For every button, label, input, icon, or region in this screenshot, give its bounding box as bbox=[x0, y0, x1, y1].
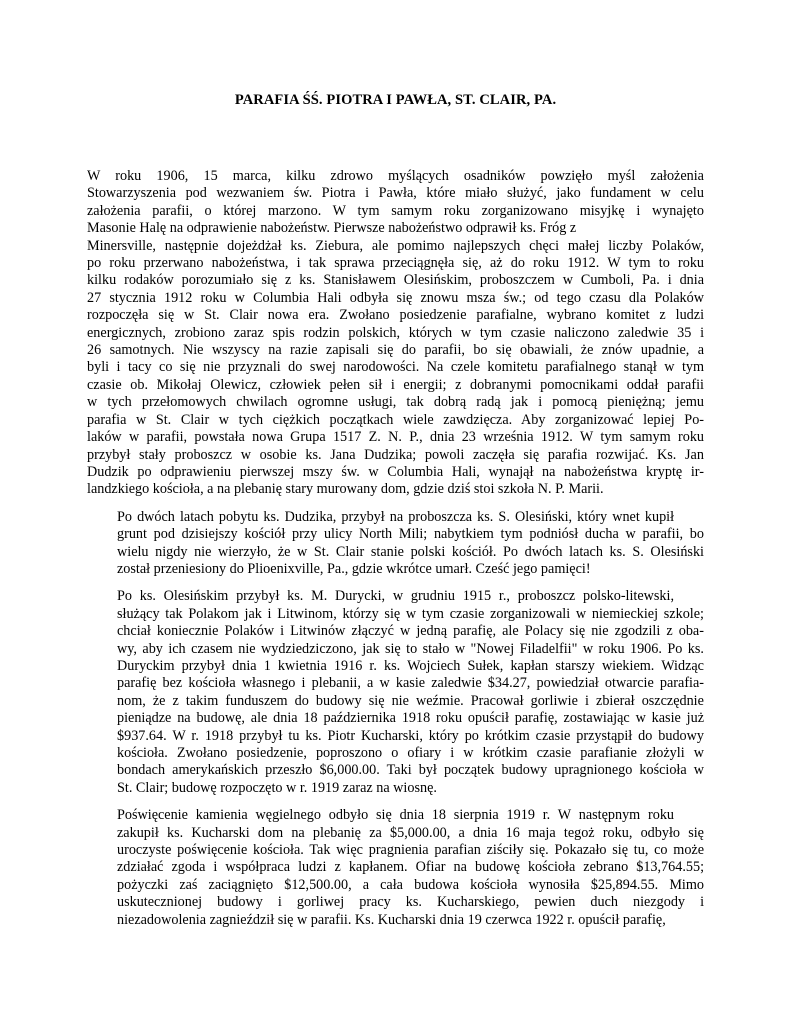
text-line: Duryckim przybył dnia 1 kwietnia 1916 r. ks. Wojciech Sułek, kapłan starszy wiekiem. Widząc bbox=[117, 657, 704, 674]
paragraph bbox=[87, 807, 704, 929]
text-line: Masonie Halę na odprawienie nabożeństw. Pierwsze nabożeństwo odprawił ks. Fróg z bbox=[87, 220, 577, 237]
text-line: chciał koniecznie Polaków i Litwinów złączyć w jedną parafię, ale Polacy się nie zgodzili z oba- bbox=[117, 623, 704, 640]
text-line: kościoła. Zwołano posiedzenie, poproszono o ofiary i w krótkim czasie parafianie złożyli w bbox=[117, 745, 704, 761]
text-line: założenia parafii, o której marzono. W tym samym roku zorganizowano misyjkę i wynajęto bbox=[87, 202, 704, 219]
text-line: po roku przerwano nabożeństwa, i tak sprawa przeciągnęła się, aż do roku 1912. W tym to roku bbox=[87, 255, 705, 272]
text-line: uskutecznionej budowy i gorliwej pracy ks. Kucharskiego, pewien duch niezgody i bbox=[117, 894, 705, 911]
text-line: służący tak Polakom jak i Litwinom, którzy się w tym czasie zorganizowali w niemieckiej szkole; bbox=[117, 605, 704, 622]
text-line: uroczyste poświęcenie kościoła. Tak więc pragnienia parafian ziściły się. Pokazało się tu, co może bbox=[117, 842, 705, 859]
text-line: w tych przełomowych chwilach ogromne usługi, tak dobrą radą jak i pomocą pieniężną; jemu bbox=[87, 394, 705, 411]
text-line: $937.64. W r. 1918 przybył tu ks. Piotr Kucharski, który po krótkim czasie przystąpił do budowy bbox=[117, 727, 704, 744]
text-line: Po ks. Olesińskim przybył ks. M. Durycki, w grudniu 1915 r., proboszcz polsko-litewski, bbox=[117, 588, 675, 605]
text-line: grunt pod dzisiejszy kościół przy ulicy North Mili; nabytkiem tym podniósł ducha w parafii, bo bbox=[117, 526, 704, 543]
page-title: PARAFIA ŚŚ. PIOTRA I PAWŁA, ST. CLAIR, PA. bbox=[234, 92, 557, 108]
text-line: wielu nigdy nie wierzyło, że w St. Clair stanie polski kościół. Po dwóch latach ks. S. Olesiński bbox=[117, 543, 704, 560]
text-line: zakupił ks. Kucharski dom na plebanię za $5,000.00, a dnia 16 maja tegoż roku, odbyło się bbox=[117, 824, 704, 841]
text-line: energicznych, zrobiono zaraz spis rodzin polskich, których w tym czasie naliczono zaledwie 35 i bbox=[87, 324, 705, 341]
text-line: zdziałać zgoda i współpraca ludzi z kapłanem. Ofiar na budowę kościoła zebrano $13,764.55; bbox=[117, 859, 705, 876]
text-line: W roku 1906, 15 marca, kilku zdrowo myślących osadników powzięło myśl założenia bbox=[87, 168, 704, 184]
text-line: został przeniesiony do Plioenixville, Pa., gdzie wkrótce umarł. Cześć jego pamięci! bbox=[117, 560, 591, 577]
text-line: Poświęcenie kamienia węgielnego odbyło się dnia 18 sierpnia 1919 r. W następnym roku bbox=[117, 807, 675, 824]
text-line: byli i tacy co się nie przyznali do swej narodowości. Na czele komitetu parafialnego stanął w tym bbox=[87, 359, 705, 376]
text-line: landzkiego kościoła, a na plebanię stary murowany dom, gdzie dziś stoi szkoła N. P. Marii. bbox=[87, 481, 604, 498]
text-line: bondach amerykańskich przeszło $6,000.00. Taki był początek budowy upragnionego kościoła w bbox=[117, 762, 705, 779]
text-line: Minersville, następnie dojeżdżał ks. Ziebura, ale pomimo najlepszych chęci małej liczby Polaków, bbox=[87, 237, 704, 254]
text-line: rozpoczęła się w St. Clair nowa era. Zwołano posiedzenie parafialne, wybrano komitet z ludzi bbox=[87, 307, 705, 324]
paragraph bbox=[87, 168, 704, 499]
text-line: 27 stycznia 1912 roku w Columbia Hali odbyła się znowu msza św.; od tego czasu dla Polaków bbox=[87, 289, 704, 306]
document-body bbox=[87, 168, 704, 939]
paragraph bbox=[87, 588, 704, 797]
text-line: Dudzik po odprawieniu pierwszej mszy św. w Columbia Hali, wynajął na nabożeństwa kryptę ir- bbox=[87, 463, 704, 480]
text-line: nom, że z takim funduszem do budowy się nie weźmie. Pracował gorliwie i zbierał oszczędnie bbox=[117, 692, 704, 709]
text-line: kilku rodaków porozumiało się z ks. Stanisławem Olesińskim, proboszczem w Cumboli, Pa. i dnia bbox=[87, 272, 704, 289]
text-line: Po dwóch latach pobytu ks. Dudzika, przybył na proboszcza ks. S. Olesiński, który wnet kupił bbox=[117, 508, 675, 525]
text-line: parafię bez kościoła własnego i plebanii, a w kasie zaledwie $34.27, powiedział otwarcie parafia- bbox=[117, 675, 705, 692]
text-line: czasie ob. Mikołaj Olewicz, człowiek pełen sił i energii; z dobranymi pomocnikami oddał parafii bbox=[87, 376, 704, 393]
text-line: wy, aby ich czasem nie wydziedziczono, jak się to stało w "Nowej Filadelfii" w roku 1906. Po ks. bbox=[117, 640, 704, 657]
text-line: Stowarzyszenia pod wezwaniem św. Piotra i Pawła, które miało służyć, jako fundament w celu bbox=[87, 185, 704, 202]
text-line: pożyczki zaś zaciągnięto $12,500.00, a cała budowa kościoła wynosiła $25,894.55. Mimo bbox=[117, 876, 705, 893]
text-line: 26 samotnych. Nie wszyscy na razie zapisali się do parafii, bo się obawiali, że znów upadnie, a bbox=[87, 342, 705, 359]
paragraph bbox=[87, 509, 704, 579]
text-line: St. Clair; budowę rozpoczęto w r. 1919 zaraz na wiosnę. bbox=[117, 779, 437, 796]
text-line: parafia w St. Clair w tych ciężkich początkach wiele zawdzięcza. Aby zorganizować lepiej Po- bbox=[87, 411, 705, 428]
text-line: laków w parafii, powstała nowa Grupa 1517 Z. N. P., dnia 23 września 1912. W tym samym roku bbox=[87, 429, 705, 446]
text-line: niezadowolenia zagnieździł się w parafii. Ks. Kucharski dnia 19 czerwca 1922 r. opuścił parafię, bbox=[117, 911, 666, 928]
text-line: pieniądze na budowę, ale dnia 18 października 1918 roku opuścił parafię, zostawiając w kasie już bbox=[117, 710, 705, 727]
text-line: przybył stały proboszcz w osobie ks. Jana Dudzika; powoli zaczęła się parafia rozwijać. Ks. Jan bbox=[87, 446, 704, 463]
